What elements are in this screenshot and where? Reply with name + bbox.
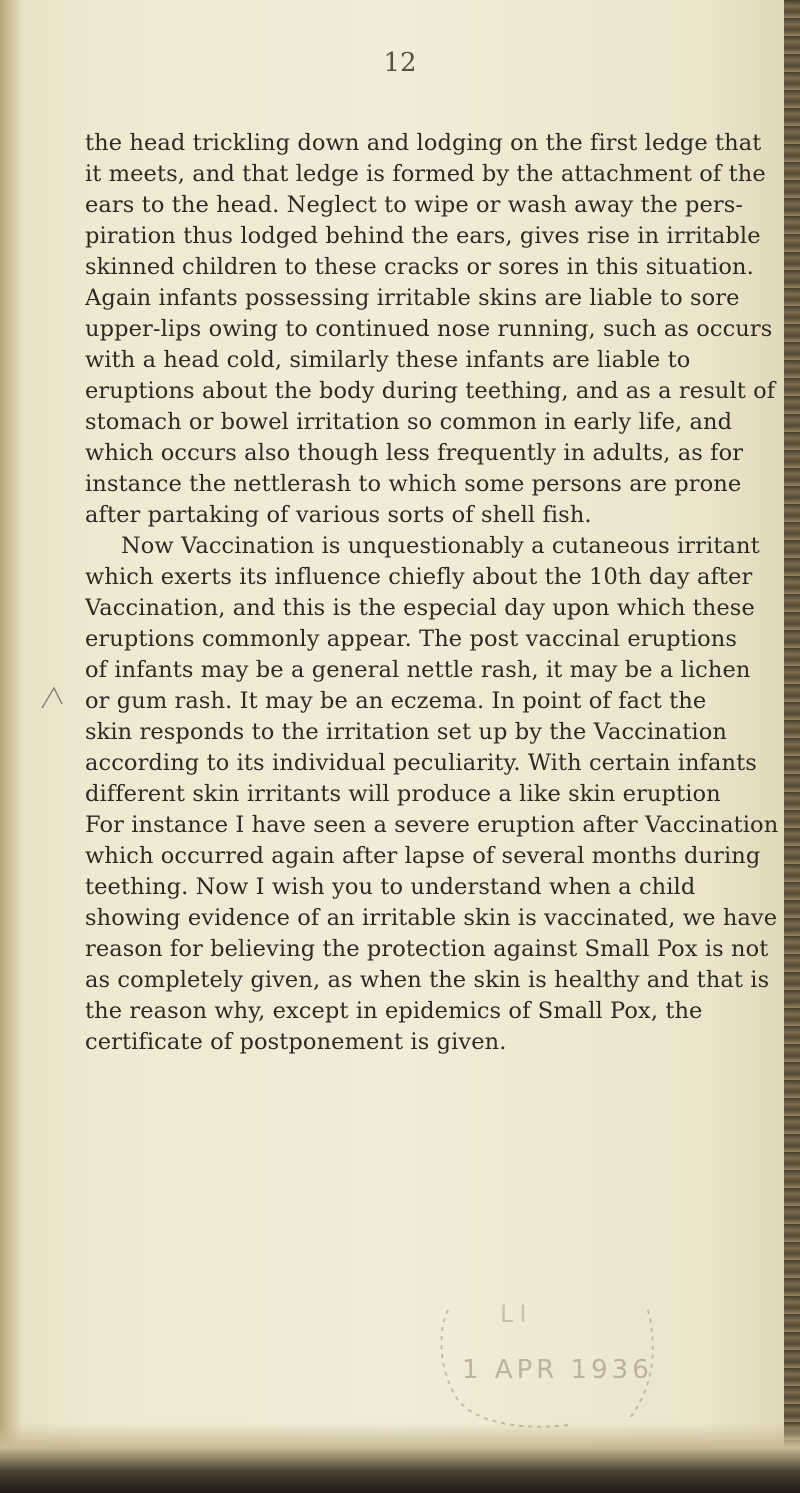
- text-line: ears to the head. Neglect to wipe or wash away the pers-: [85, 192, 744, 218]
- page-edge-right: [784, 0, 800, 1493]
- text-line: Again infants possessing irritable skins are liable to sore: [85, 285, 740, 311]
- text-line: after partaking of various sorts of shell fish.: [85, 502, 592, 528]
- text-line: Now Vaccination is unquestionably a cutaneous irritant: [121, 533, 760, 559]
- text-line: showing evidence of an irritable skin is vaccinated, we have: [85, 905, 778, 931]
- stamp-date-text: 1 APR 1936: [462, 1355, 653, 1385]
- page-gutter-shadow: [0, 0, 22, 1493]
- text-line: teething. Now I wish you to understand when a child: [85, 874, 696, 900]
- paragraph-2: [85, 531, 785, 1058]
- text-line: or gum rash. It may be an eczema. In point of fact the: [85, 688, 707, 714]
- text-line: piration thus lodged behind the ears, gives rise in irritable: [85, 223, 761, 249]
- stamp-top-text: LI: [500, 1300, 533, 1328]
- text-line: skin responds to the irritation set up by the Vaccination: [85, 719, 727, 745]
- text-line: with a head cold, similarly these infants are liable to: [85, 347, 691, 373]
- text-line: reason for believing the protection against Small Pox is not: [85, 936, 769, 962]
- text-line: upper-lips owing to continued nose running, such as occurs: [85, 316, 773, 342]
- text-line: instance the nettlerash to which some persons are prone: [85, 471, 742, 497]
- text-line: the reason why, except in epidemics of Small Pox, the: [85, 998, 703, 1024]
- text-line: the head trickling down and lodging on the first ledge that: [85, 130, 762, 156]
- text-line: Vaccination, and this is the especial day upon which these: [85, 595, 755, 621]
- text-line: according to its individual peculiarity. With certain infants: [85, 750, 757, 776]
- text-line: it meets, and that ledge is formed by the attachment of the: [85, 161, 766, 187]
- paragraph-1: [85, 128, 785, 531]
- page-number: 12: [383, 48, 417, 78]
- text-line: which occurred again after lapse of several months during: [85, 843, 761, 869]
- text-line: of infants may be a general nettle rash, it may be a lichen: [85, 657, 751, 683]
- text-line: which exerts its influence chiefly about the 10th day after: [85, 564, 753, 590]
- page-edge-bottom: [0, 1423, 800, 1493]
- text-line: stomach or bowel irritation so common in early life, and: [85, 409, 733, 435]
- text-line: different skin irritants will produce a like skin eruption: [85, 781, 721, 807]
- text-line: as completely given, as when the skin is healthy and that is: [85, 967, 770, 993]
- text-line: certificate of postponement is given.: [85, 1029, 507, 1055]
- text-line: which occurs also though less frequently in adults, as for: [85, 440, 744, 466]
- text-line: eruptions about the body during teething, and as a result of: [85, 378, 776, 404]
- text-line: eruptions commonly appear. The post vaccinal eruptions: [85, 626, 738, 652]
- text-line: skinned children to these cracks or sores in this situation.: [85, 254, 754, 280]
- text-line: For instance I have seen a severe eruption after Vaccination: [85, 812, 779, 838]
- pencil-margin-mark: [38, 682, 78, 712]
- body-text: [85, 128, 785, 1058]
